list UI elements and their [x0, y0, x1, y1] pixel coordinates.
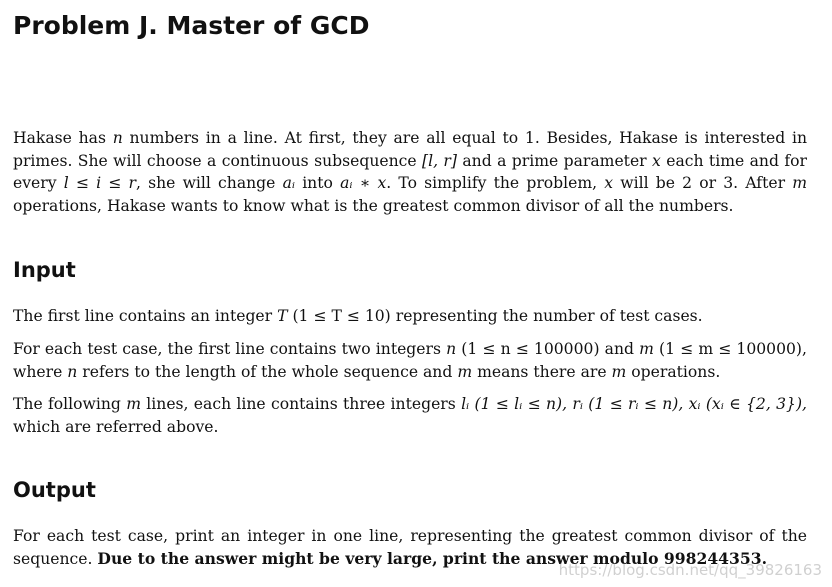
- statement-text: , she will change: [135, 174, 276, 192]
- math-T: T: [277, 307, 288, 325]
- math-x: x: [652, 151, 661, 170]
- input-line-1: [13, 305, 807, 328]
- math-n: n: [112, 129, 123, 147]
- input-text: The first line contains an integer: [13, 307, 273, 325]
- input-text: representing the number of test cases.: [395, 307, 703, 325]
- math-m: m: [457, 362, 473, 381]
- output-heading: Output: [13, 478, 96, 502]
- math-m: m: [792, 174, 808, 192]
- input-text: lines, each line contains three integers: [146, 395, 456, 413]
- statement-text: Hakase has: [13, 129, 106, 147]
- math-n: n: [67, 362, 78, 381]
- math-n: n: [446, 340, 457, 358]
- math-x: x: [604, 174, 614, 192]
- math-m-range: (1 ≤ m ≤ 100000),: [659, 340, 807, 358]
- math-range: [l, r]: [422, 151, 457, 170]
- math-n-range: (1 ≤ n ≤ 100000): [461, 340, 600, 358]
- statement-text: will be 2 or 3. After: [620, 174, 786, 192]
- math-m: m: [126, 395, 141, 413]
- input-text: The following: [13, 395, 121, 413]
- page-title: Problem J. Master of GCD: [13, 11, 370, 40]
- statement-text: each time and for every: [13, 151, 807, 192]
- input-line-3: [13, 393, 807, 438]
- math-ai-times-x: aᵢ ∗ x: [340, 174, 387, 192]
- input-text: refers to the length of the whole sequence and: [82, 362, 453, 381]
- statement-text: into: [302, 174, 333, 192]
- output-modulo-note: Due to the answer might be very large, print the answer modulo 998244353.: [97, 548, 768, 568]
- input-text: and: [604, 340, 634, 358]
- math-T-range: (1 ≤ T ≤ 10): [292, 307, 391, 325]
- input-text: where: [13, 362, 63, 381]
- problem-statement: [13, 127, 807, 217]
- statement-text: numbers in a line. At first, they are all equal to 1. Besides, Hakase is interested in primes. She will choose a continuous subsequence: [13, 129, 807, 170]
- statement-text: operations, Hakase wants to know what is the greatest common divisor of all the numbers.: [13, 196, 734, 215]
- math-condition: l ≤ i ≤ r: [63, 174, 136, 192]
- watermark: https://blog.csdn.net/qq_39826163: [558, 561, 822, 579]
- statement-text: . To simplify the problem,: [386, 174, 598, 192]
- input-text: which are referred above.: [13, 417, 219, 436]
- input-text: operations.: [631, 362, 721, 381]
- input-text: For each test case, the first line contains two integers: [13, 340, 441, 358]
- statement-text: and a prime parameter: [462, 151, 647, 170]
- math-ai: aᵢ: [282, 174, 295, 192]
- input-heading: Input: [13, 258, 76, 282]
- input-text: means there are: [477, 362, 607, 381]
- math-triples: lᵢ (1 ≤ lᵢ ≤ n), rᵢ (1 ≤ rᵢ ≤ n), xᵢ (xᵢ ∈ {2, 3}),: [461, 395, 807, 413]
- output-description: For each test case, print an integer in one line, representing the greatest common divisor of the sequence.: [13, 527, 807, 568]
- math-m: m: [639, 340, 654, 358]
- input-line-2: [13, 338, 807, 383]
- math-m: m: [611, 362, 627, 381]
